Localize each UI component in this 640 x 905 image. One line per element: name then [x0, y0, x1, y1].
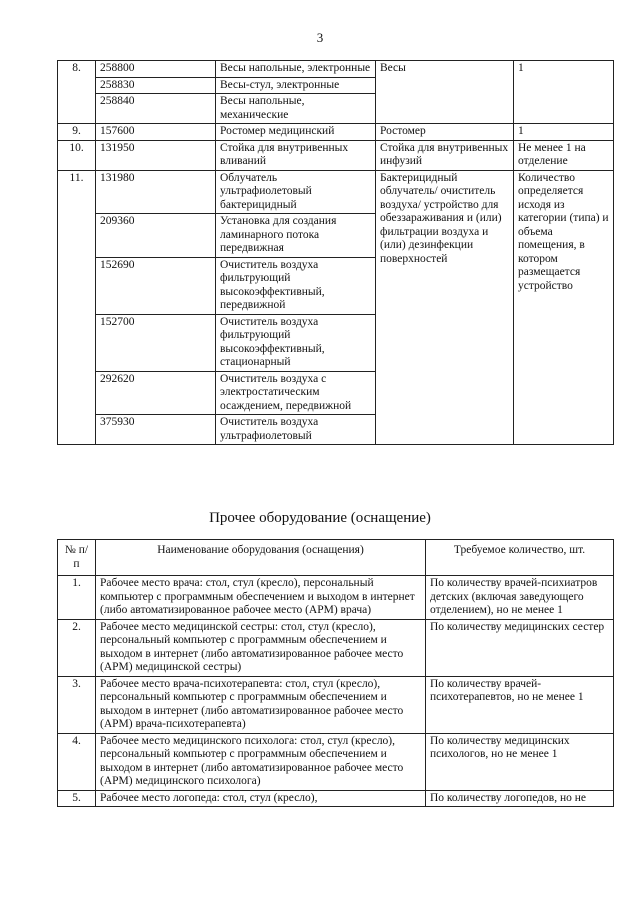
item-name: Очиститель воздуха фильтрующий высокоэффективный, стационарный [216, 314, 376, 371]
equipment-name: Рабочее место медицинского психолога: стол, стул (кресло), персональный компьютер с программным обеспечением и выходом в интернет (либо автоматизированное рабочее место (АРМ) медицинского психолога) [96, 733, 426, 790]
other-equipment-table [57, 539, 614, 807]
item-code: 131980 [96, 170, 216, 214]
required-quantity: 1 [514, 124, 614, 141]
item-name: Ростомер медицинский [216, 124, 376, 141]
item-name: Очиститель воздуха с электростатическим осаждением, передвижной [216, 371, 376, 415]
table-row [58, 733, 614, 790]
item-name: Весы напольные, механические [216, 94, 376, 124]
equipment-type: Весы [376, 61, 514, 124]
row-number: 3. [58, 676, 96, 733]
table-header-row [58, 540, 614, 576]
item-code: 258830 [96, 77, 216, 94]
equipment-type: Стойка для внутривенных инфузий [376, 140, 514, 170]
item-code: 131950 [96, 140, 216, 170]
required-quantity: По количеству логопедов, но не [426, 790, 614, 807]
required-quantity: Не менее 1 на отделение [514, 140, 614, 170]
item-code: 258800 [96, 61, 216, 78]
row-number: 4. [58, 733, 96, 790]
header-number: № п/п [58, 540, 96, 576]
table-row [58, 170, 614, 214]
item-code: 152690 [96, 257, 216, 314]
required-quantity: Количество определяется исходя из категории (типа) и объема помещения, в котором размещается устройство [514, 170, 614, 445]
equipment-name: Рабочее место логопеда: стол, стул (кресло), [96, 790, 426, 807]
required-quantity: По количеству врачей-психиатров детских (включая заведующего отделением), но не менее 1 [426, 576, 614, 620]
item-code: 375930 [96, 415, 216, 445]
equipment-type: Бактерицидный облучатель/ очиститель воздуха/ устройство для обеззараживания и (или) фильтрации воздуха и (или) дезинфекции поверхностей [376, 170, 514, 445]
equipment-name: Рабочее место врача: стол, стул (кресло), персональный компьютер с программным обеспечением и выходом в интернет (либо автоматизированное рабочее место (АРМ) врача) [96, 576, 426, 620]
item-code: 152700 [96, 314, 216, 371]
item-name: Весы напольные, электронные [216, 61, 376, 78]
item-name: Очиститель воздуха ультрафиолетовый [216, 415, 376, 445]
table-row [58, 790, 614, 807]
header-name: Наименование оборудования (оснащения) [96, 540, 426, 576]
item-name: Облучатель ультрафиолетовый бактерицидный [216, 170, 376, 214]
item-name: Стойка для внутривенных вливаний [216, 140, 376, 170]
row-number: 1. [58, 576, 96, 620]
equipment-name: Рабочее место медицинской сестры: стол, стул (кресло), персональный компьютер с программным обеспечением и выходом в интернет (либо автоматизированное рабочее место (АРМ) медицинской сестры) [96, 619, 426, 676]
required-quantity: По количеству медицинских психологов, но не менее 1 [426, 733, 614, 790]
equipment-type: Ростомер [376, 124, 514, 141]
item-code: 209360 [96, 214, 216, 258]
page-number: 3 [316, 30, 324, 45]
row-number: 8. [58, 61, 96, 124]
required-quantity: По количеству медицинских сестер [426, 619, 614, 676]
row-number: 5. [58, 790, 96, 807]
row-number: 9. [58, 124, 96, 141]
table-row [58, 576, 614, 620]
required-quantity: По количеству врачей-психотерапевтов, но не менее 1 [426, 676, 614, 733]
table-row [58, 140, 614, 170]
item-name: Весы-стул, электронные [216, 77, 376, 94]
table-row [58, 124, 614, 141]
item-code: 292620 [96, 371, 216, 415]
section-title: Прочее оборудование (оснащение) [209, 510, 431, 526]
table-row [58, 61, 614, 78]
equipment-name: Рабочее место врача-психотерапевта: стол, стул (кресло), персональный компьютер с программным обеспечением и выходом в интернет (либо автоматизированное рабочее место (АРМ) врача-психотерапевта) [96, 676, 426, 733]
table-row [58, 619, 614, 676]
row-number: 11. [58, 170, 96, 445]
item-name: Очиститель воздуха фильтрующий высокоэффективный, передвижной [216, 257, 376, 314]
row-number: 2. [58, 619, 96, 676]
item-name: Установка для создания ламинарного потока передвижная [216, 214, 376, 258]
required-quantity: 1 [514, 61, 614, 124]
row-number: 10. [58, 140, 96, 170]
header-quantity: Требуемое количество, шт. [426, 540, 614, 576]
table-row [58, 676, 614, 733]
equipment-table [57, 60, 614, 445]
item-code: 157600 [96, 124, 216, 141]
item-code: 258840 [96, 94, 216, 124]
